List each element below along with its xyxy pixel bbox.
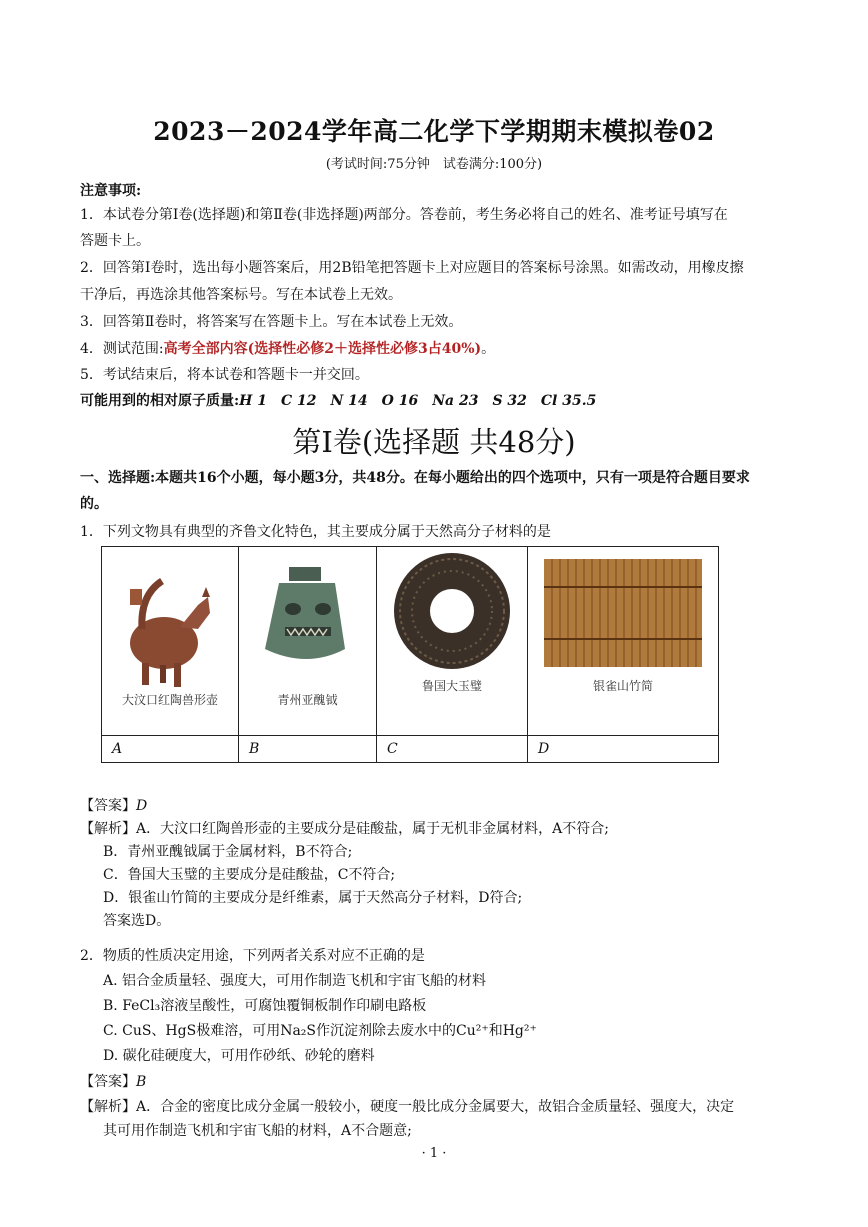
q1-answer-label: 【答案】 — [80, 798, 136, 814]
page-number: · 1 · — [421, 1146, 447, 1161]
q1-expl-line-3: C．鲁国大玉璧的主要成分是硅酸盐，C不符合; — [103, 867, 396, 883]
atomic-mass-label: 可能用到的相对原子质量: — [80, 393, 240, 409]
pottery-vessel-image — [102, 547, 238, 697]
q1-caption-a: 大汶口红陶兽形壶 — [121, 693, 218, 707]
atomic-mass-values: H 1 C 12 N 14 O 16 Na 23 S 32 Cl 35.5 — [239, 393, 597, 409]
q2-option-d: D. 碳化硅硬度大，可用作砂纸、砂轮的磨料 — [103, 1048, 375, 1064]
q1-options-table — [101, 546, 719, 763]
atomic-mass-line — [80, 390, 596, 412]
q1-label-c: C — [377, 736, 528, 763]
notice-item-4 — [80, 338, 495, 360]
q1-expl-line-2: B．青州亚醜钺属于金属材料，B不符合; — [103, 844, 353, 860]
page-title: 2023－2024学年高二化学下学期期末模拟卷02 — [153, 117, 715, 146]
q2-option-b: B. FeCl₃溶液呈酸性，可腐蚀覆铜板制作印刷电路板 — [103, 998, 427, 1014]
bronze-axe-image — [239, 547, 376, 687]
q1-expl-line-1: A．大汶口红陶兽形壶的主要成分是硅酸盐，属于无机非金属材料，A不符合; — [136, 821, 609, 837]
q2-answer-label: 【答案】 — [80, 1074, 136, 1090]
q1-label-d: D — [528, 736, 719, 763]
q1-caption-b: 青州亚醜钺 — [277, 693, 338, 707]
section-instructions-cont: 的。 — [80, 496, 108, 512]
q1-option-c-cell — [377, 547, 528, 736]
section-instructions: 一、选择题:本题共16个小题，每小题3分，共48分。在每小题给出的四个选项中，只有一项是符合题目要求 — [80, 470, 750, 486]
q1-explanation — [80, 818, 609, 840]
jade-disc-image — [377, 547, 527, 672]
q2-option-c: C. CuS、HgS极难溶，可用Na₂S作沉淀剂除去废水中的Cu²⁺和Hg²⁺ — [103, 1023, 537, 1039]
q1-caption-c: 鲁国大玉璧 — [421, 679, 482, 693]
notice-heading: 注意事项: — [80, 183, 142, 199]
notice-item-4-prefix: 4．测试范围: — [80, 341, 164, 357]
notice-item-1: 1．本试卷分第Ⅰ卷(选择题)和第Ⅱ卷(非选择题)两部分。答卷前，考生务必将自己的姓名、准考证号填写在 — [80, 207, 728, 223]
test-scope: 高考全部内容(选择性必修2＋选择性必修3占40%) — [163, 341, 482, 357]
q1-option-b-cell — [239, 547, 377, 736]
q2-answer — [80, 1071, 146, 1093]
bamboo-slips-image — [528, 547, 718, 669]
notice-item-2: 2．回答第Ⅰ卷时，选出每小题答案后，用2B铅笔把答题卡上对应题目的答案标号涂黑。如需改动，用橡皮擦 — [80, 260, 744, 276]
q1-expl-line-4: D．银雀山竹简的主要成分是纤维素，属于天然高分子材料，D符合; — [103, 890, 523, 906]
q1-expl-label: 【解析】 — [80, 821, 136, 837]
section-title: 第Ⅰ卷(选择题 共48分) — [292, 425, 576, 459]
q2-explanation — [80, 1096, 734, 1118]
exam-info: (考试时间:75分钟 试卷满分:100分) — [325, 157, 543, 172]
q2-answer-value: B — [136, 1074, 147, 1090]
notice-item-2-cont: 干净后，再选涂其他答案标号。写在本试卷上无效。 — [80, 287, 402, 303]
notice-item-5: 5．考试结束后，将本试卷和答题卡一并交回。 — [80, 367, 369, 383]
q2-expl-label: 【解析】 — [80, 1099, 136, 1115]
q2-expl-line-1: A．合金的密度比成分金属一般较小，硬度一般比成分金属要大，故铝合金质量轻、强度大，决定 — [136, 1099, 735, 1115]
q1-option-a-cell — [102, 547, 239, 736]
notice-item-1-cont: 答题卡上。 — [80, 233, 150, 249]
q1-answer — [80, 795, 147, 817]
q1-label-b: B — [239, 736, 377, 763]
q2-stem: 2．物质的性质决定用途，下列两者关系对应不正确的是 — [80, 948, 425, 964]
q2-expl-line-2: 其可用作制造飞机和宇宙飞船的材料，A不合题意; — [103, 1123, 412, 1139]
q1-option-d-cell — [528, 547, 719, 736]
q1-label-a: A — [102, 736, 239, 763]
q1-caption-d: 银雀山竹简 — [592, 679, 653, 693]
q1-stem: 1．下列文物具有典型的齐鲁文化特色，其主要成分属于天然高分子材料的是 — [80, 524, 551, 540]
notice-item-3: 3．回答第Ⅱ卷时，将答案写在答题卡上。写在本试卷上无效。 — [80, 314, 463, 330]
notice-item-4-suffix: 。 — [481, 341, 496, 357]
q1-answer-value: D — [136, 798, 148, 814]
q1-expl-line-5: 答案选D。 — [103, 913, 171, 929]
q2-option-a: A. 铝合金质量轻、强度大，可用作制造飞机和宇宙飞船的材料 — [103, 973, 487, 989]
